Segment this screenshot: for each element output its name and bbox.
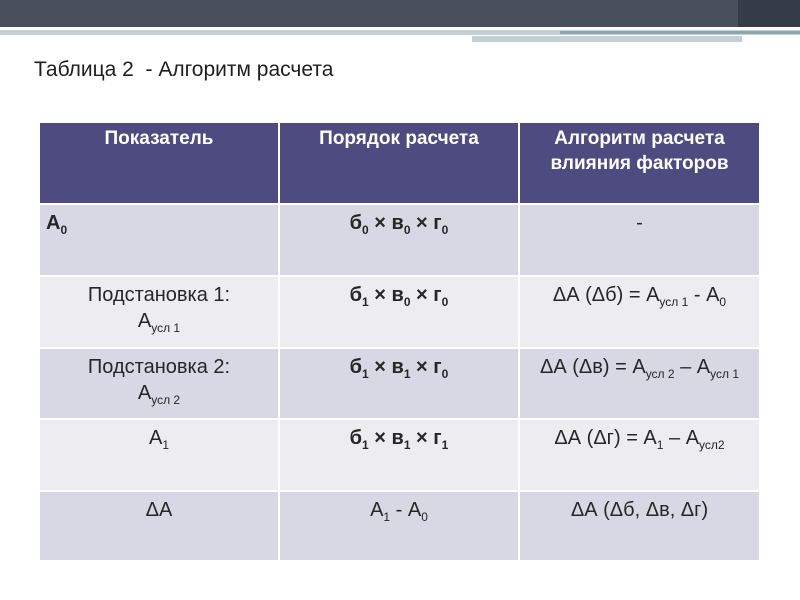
order-part: × в	[368, 356, 404, 378]
cell-algorithm	[519, 419, 759, 491]
order-sub: 0	[421, 510, 428, 524]
cell-algorithm	[519, 491, 759, 560]
algorithm-part: ΔА (Δб) = А	[552, 284, 660, 306]
order-part: × в	[368, 427, 404, 449]
cell-indicator	[40, 491, 279, 560]
decor-stripe	[472, 36, 742, 42]
cell-order	[279, 348, 519, 419]
algorithm-part: – А	[663, 427, 700, 449]
cell-indicator	[40, 276, 279, 348]
indicator-main: А	[46, 212, 61, 234]
order-part: б	[349, 212, 363, 234]
decor-stripe	[560, 31, 800, 34]
order-sub: 0	[403, 223, 411, 237]
algorithm-part: ΔА (Δв) = А	[539, 356, 646, 378]
indicator-main: А	[148, 427, 163, 449]
order-sub: 0	[403, 295, 411, 309]
cell-order	[279, 204, 519, 276]
algorithm-part: ΔА (Δг) = А	[554, 427, 657, 449]
indicator-sub: усл 1	[151, 320, 181, 335]
cell-algorithm	[519, 204, 759, 276]
order-part: × г	[410, 212, 442, 234]
order-part: А	[370, 499, 384, 521]
cell-order	[279, 491, 519, 560]
cell-indicator	[40, 348, 279, 419]
cell-algorithm	[519, 276, 759, 348]
algorithm-text: -	[636, 212, 643, 234]
indicator-main: А	[137, 381, 152, 404]
indicator-sub: 1	[162, 438, 170, 452]
order-sub: 1	[403, 367, 411, 381]
cell-algorithm	[519, 348, 759, 419]
indicator-sub: усл 2	[151, 392, 181, 407]
cell-indicator	[40, 204, 279, 276]
order-part: × г	[410, 427, 442, 449]
indicator-main: ΔА	[145, 499, 173, 521]
order-part: × в	[368, 284, 404, 306]
table-row	[40, 419, 759, 491]
order-sub: 1	[441, 438, 449, 452]
order-sub: 1	[362, 295, 369, 309]
cell-order	[279, 419, 519, 491]
table-row	[40, 348, 759, 419]
top-decor-cap	[738, 0, 800, 27]
order-part: × г	[410, 356, 442, 378]
algorithm-sub: усл 1	[710, 367, 740, 381]
header-order: Порядок расчета	[279, 123, 519, 204]
header-algorithm: Алгоритм расчета влияния факторов	[519, 123, 759, 204]
indicator-label: Подстановка 1:	[87, 284, 231, 306]
order-sub: 0	[441, 367, 449, 381]
order-sub: 1	[362, 367, 369, 381]
order-part: б	[349, 356, 363, 378]
header-indicator: Показатель	[40, 123, 279, 204]
cell-order	[279, 276, 519, 348]
order-sub: 0	[441, 295, 449, 309]
order-part: × г	[410, 284, 442, 306]
order-part: - А	[390, 499, 422, 521]
order-sub: 1	[383, 510, 391, 524]
order-sub: 1	[403, 438, 411, 452]
order-sub: 0	[362, 223, 369, 237]
order-sub: 0	[441, 223, 449, 237]
order-part: б	[349, 427, 363, 449]
algorithm-sub: усл 2	[645, 367, 675, 381]
algorithm-sub: усл 1	[659, 295, 689, 309]
order-part: б	[349, 284, 363, 306]
top-decor-band	[0, 0, 800, 27]
algorithm-part: – А	[674, 356, 711, 378]
table-row	[40, 491, 759, 560]
table-row	[40, 204, 759, 276]
indicator-sub: 0	[60, 223, 68, 237]
table-row	[40, 276, 759, 348]
order-part: × в	[368, 212, 404, 234]
table-header-row	[40, 123, 759, 204]
algorithm-text: ΔА (Δб, Δв, Δг)	[570, 499, 709, 521]
indicator-label: Подстановка 2:	[87, 356, 231, 378]
calculation-table	[40, 123, 759, 560]
algorithm-sub: 0	[719, 295, 727, 309]
cell-indicator	[40, 419, 279, 491]
slide-title: Таблица 2 - Алгоритм расчета	[34, 58, 334, 81]
algorithm-sub: 1	[656, 438, 664, 452]
algorithm-sub: усл2	[699, 438, 725, 452]
indicator-main: А	[137, 309, 152, 332]
order-sub: 1	[362, 438, 369, 452]
algorithm-part: - А	[688, 284, 720, 306]
